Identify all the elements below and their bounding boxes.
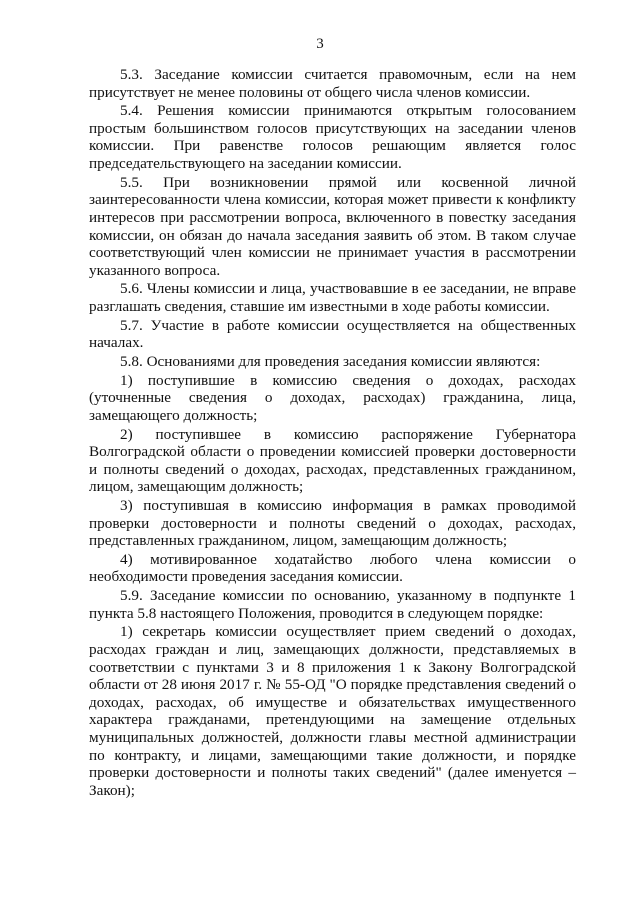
paragraph-5-6: 5.6. Члены комиссии и лица, участвовавшие в ее заседании, не вправе разглашать сведения, ставшие им известными в ходе работы комиссии.: [89, 280, 576, 315]
list-item-5-8-3: 3) поступившая в комиссию информация в рамках проводимой проверки достоверности и полноты сведений о доходах, расходах, представленных гражданином, лицом, замещающим должность;: [89, 497, 576, 550]
paragraph-5-3: 5.3. Заседание комиссии считается правомочным, если на нем присутствует не менее половины от общего числа членов комиссии.: [89, 66, 576, 101]
paragraph-5-9: 5.9. Заседание комиссии по основанию, указанному в подпункте 1 пункта 5.8 настоящего Положения, проводится в следующем порядке:: [89, 587, 576, 622]
document-body: [89, 66, 576, 800]
list-item-5-9-1: 1) секретарь комиссии осуществляет прием сведений о доходах, расходах граждан и лиц, замещающих должности, представляемых в соответствии с пунктами 3 и 8 приложения 1 к Закону Волгоградской области от 28 июня 2017 г. № 55-ОД "О порядке представления сведений о доходах, расходах, об имуществе и обязательствах имущественного характера гражданами, претендующими на замещение отдельных муниципальных должностей, должности главы местной администрации по контракту, и лицами, замещающими такие должности, и порядке проверки достоверности и полноты таких сведений" (далее именуется – Закон);: [89, 623, 576, 799]
list-item-5-8-1: 1) поступившие в комиссию сведения о доходах, расходах (уточненные сведения о доходах, расходах) гражданина, лица, замещающего должность;: [89, 371, 576, 424]
paragraph-5-5: 5.5. При возникновении прямой или косвенной личной заинтересованности члена комиссии, которая может привести к конфликту интересов при рассмотрении вопроса, включенного в повестку заседания комиссии, он обязан до начала заседания заявить об этом. В таком случае соответствующий член комиссии не принимает участия в рассмотрении указанного вопроса.: [89, 173, 576, 279]
page-number: 3: [316, 36, 324, 52]
paragraph-5-7: 5.7. Участие в работе комиссии осуществляется на общественных началах.: [89, 316, 576, 352]
list-item-5-8-4: 4) мотивированное ходатайство любого члена комиссии о необходимости проведения заседания комиссии.: [89, 550, 576, 586]
paragraph-5-4: 5.4. Решения комиссии принимаются открытым голосованием простым большинством голосов присутствующих на заседании членов комиссии. При равенстве голосов решающим является голос председательствующего на заседании комиссии.: [89, 102, 576, 173]
list-item-5-8-2: 2) поступившее в комиссию распоряжение Губернатора Волгоградской области о проведении комиссией проверки достоверности и полноты сведений о доходах, расходах, представленных гражданином, лицом, замещающим должность;: [89, 425, 576, 496]
paragraph-5-8: 5.8. Основаниями для проведения заседания комиссии являются:: [120, 352, 541, 370]
